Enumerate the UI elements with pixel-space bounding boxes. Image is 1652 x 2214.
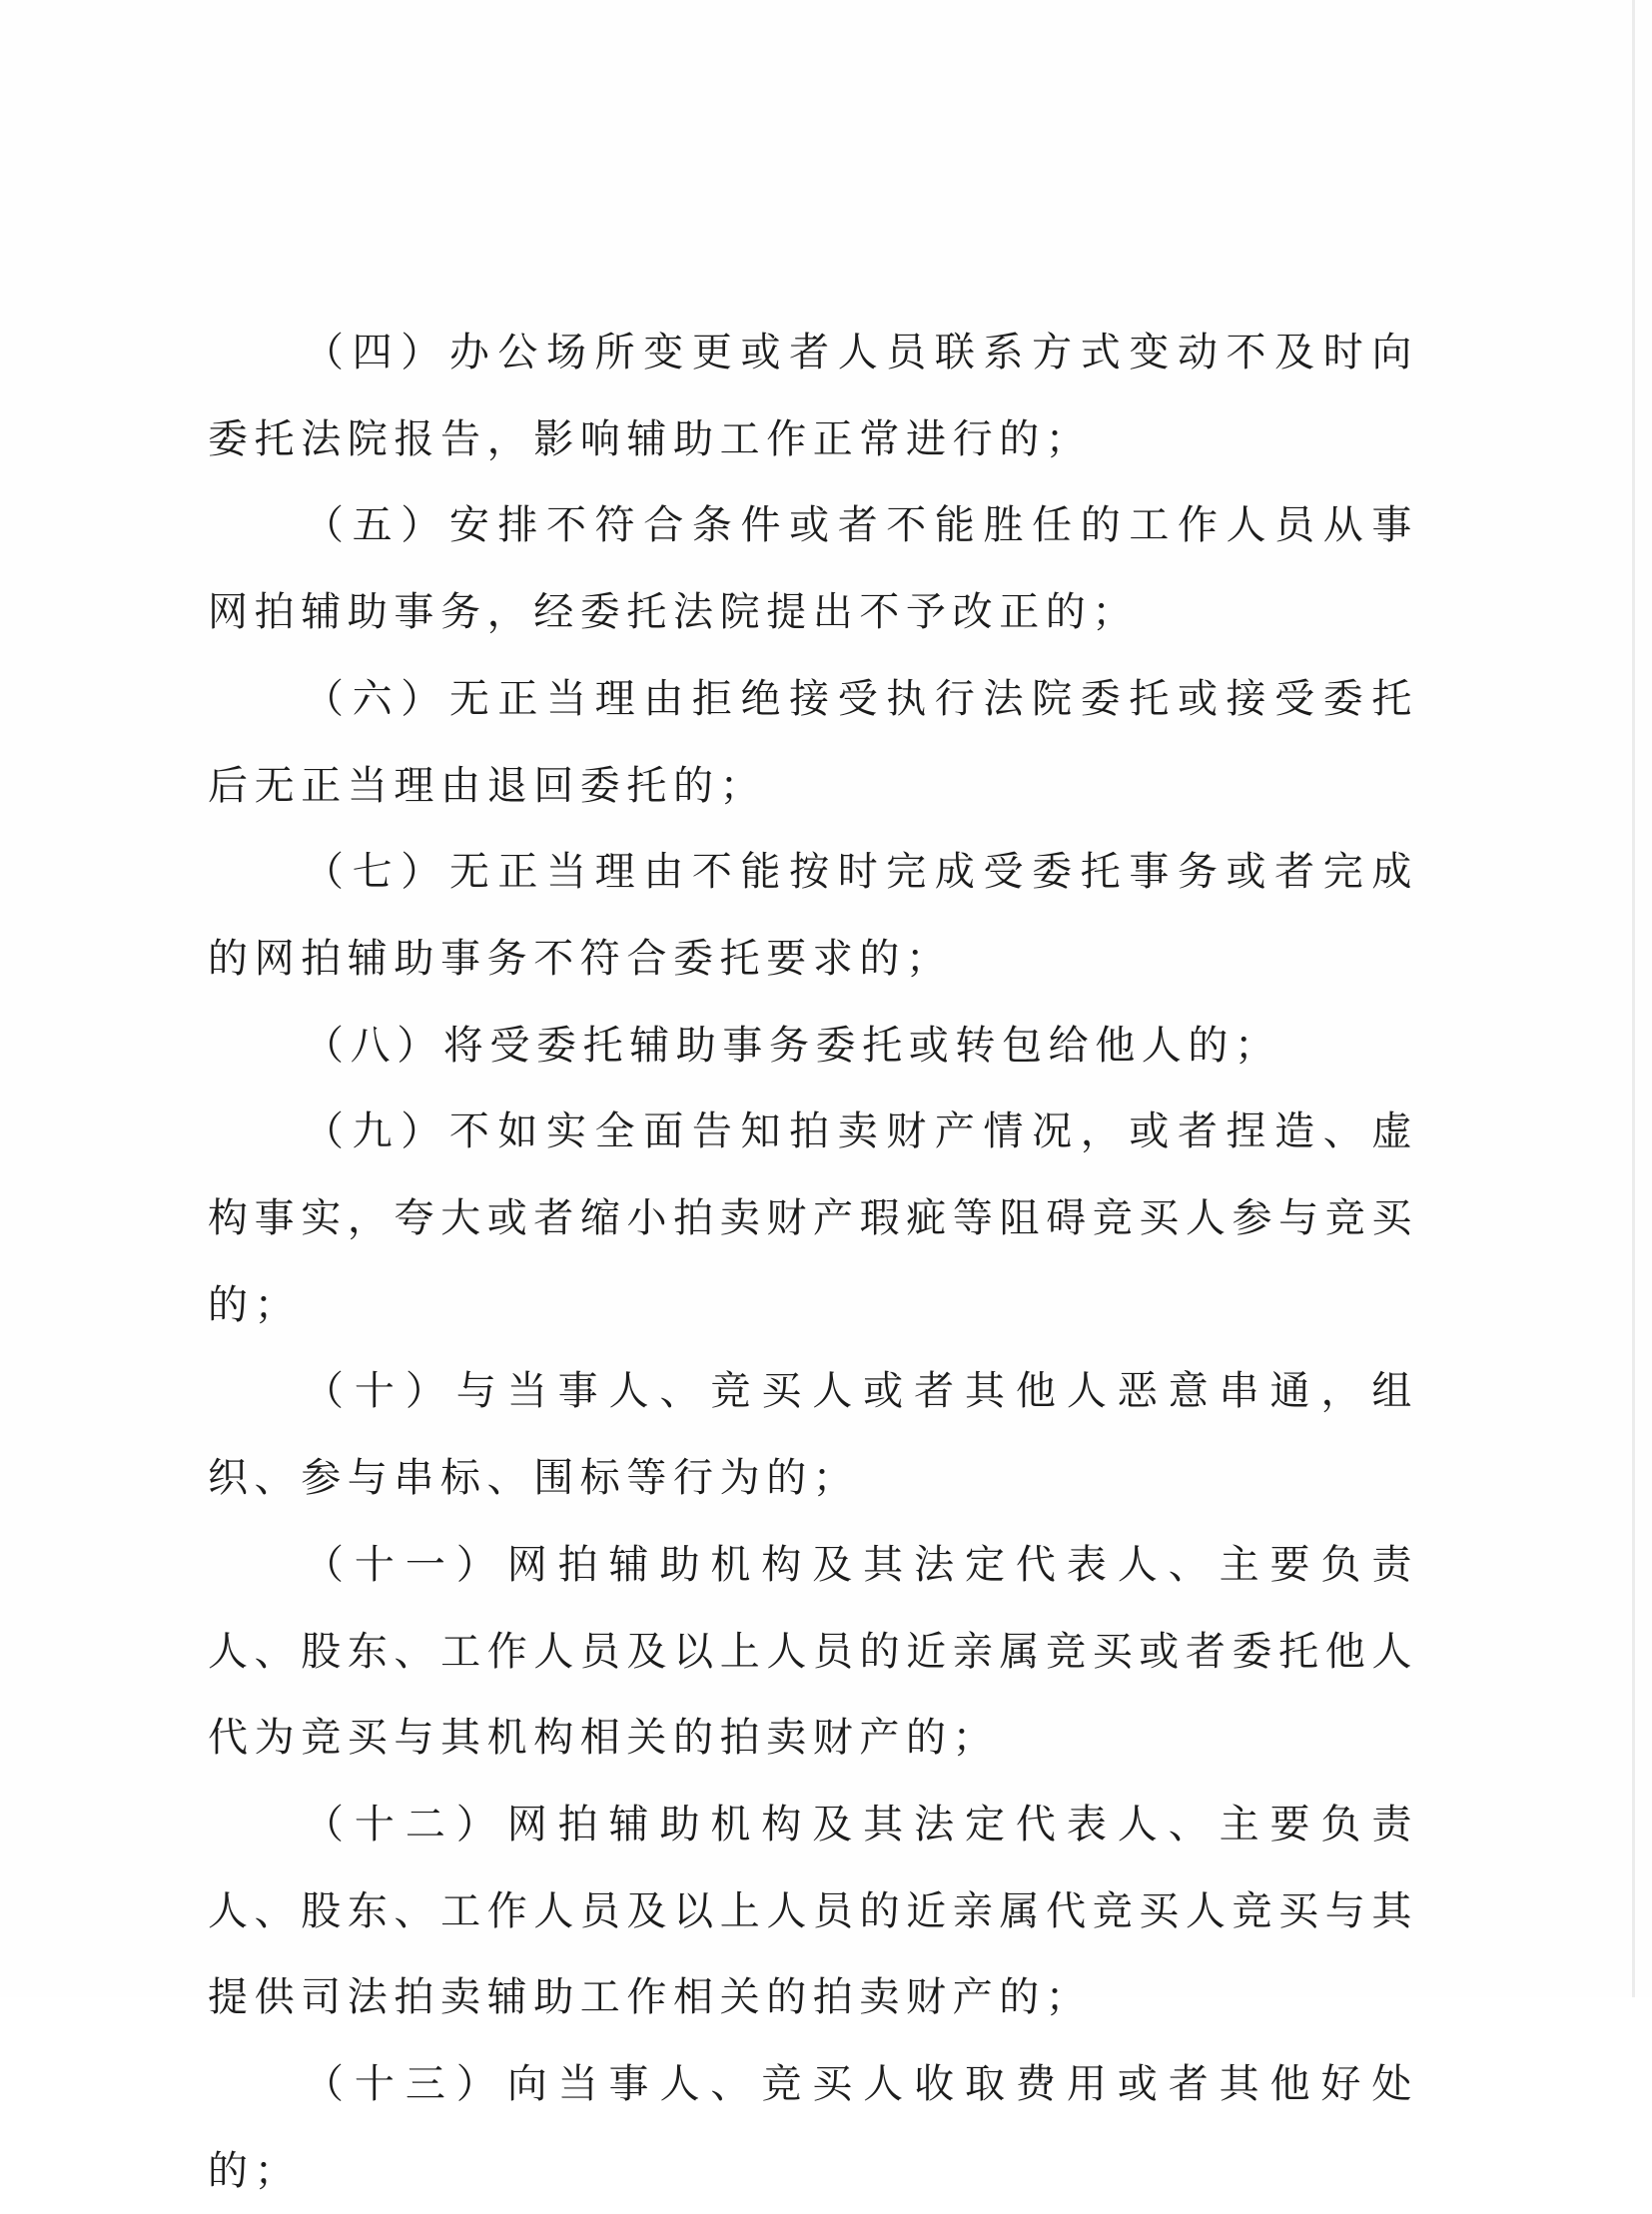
- clause-5: （五）安排不符合条件或者不能胜任的工作人员从事网拍辅助事务，经委托法院提出不予改正的；: [208, 502, 1418, 636]
- clause-11: （十一）网拍辅助机构及其法定代表人、主要负责人、股东、工作人员及以上人员的近亲属竞买或者委托他人代为竞买与其机构相关的拍卖财产的；: [208, 1541, 1418, 1762]
- clause-6: （六）无正当理由拒绝接受执行法院委托或接受委托后无正当理由退回委托的；: [208, 675, 1418, 809]
- document-body: [208, 310, 1418, 2214]
- clause-13: （十三）向当事人、竞买人收取费用或者其他好处的；: [208, 2061, 1418, 2194]
- clause-10: （十）与当事人、竞买人或者其他人恶意串通，组织、参与串标、围标等行为的；: [208, 1368, 1418, 1502]
- page-edge-shadow: [1632, 0, 1635, 1997]
- clause-9: （九）不如实全面告知拍卖财产情况，或者捏造、虚构事实，夸大或者缩小拍卖财产瑕疵等阻碍竞买人参与竞买的；: [208, 1108, 1418, 1328]
- clause-8: （八）将受委托辅助事务委托或转包给他人的；: [304, 1022, 1281, 1069]
- clause-12: （十二）网拍辅助机构及其法定代表人、主要负责人、股东、工作人员及以上人员的近亲属代竞买人竞买与其提供司法拍卖辅助工作相关的拍卖财产的；: [208, 1801, 1418, 2021]
- clause-4: （四）办公场所变更或者人员联系方式变动不及时向委托法院报告，影响辅助工作正常进行的；: [208, 330, 1418, 462]
- clause-7: （七）无正当理由不能按时完成受委托事务或者完成的网拍辅助事务不符合委托要求的；: [208, 849, 1418, 982]
